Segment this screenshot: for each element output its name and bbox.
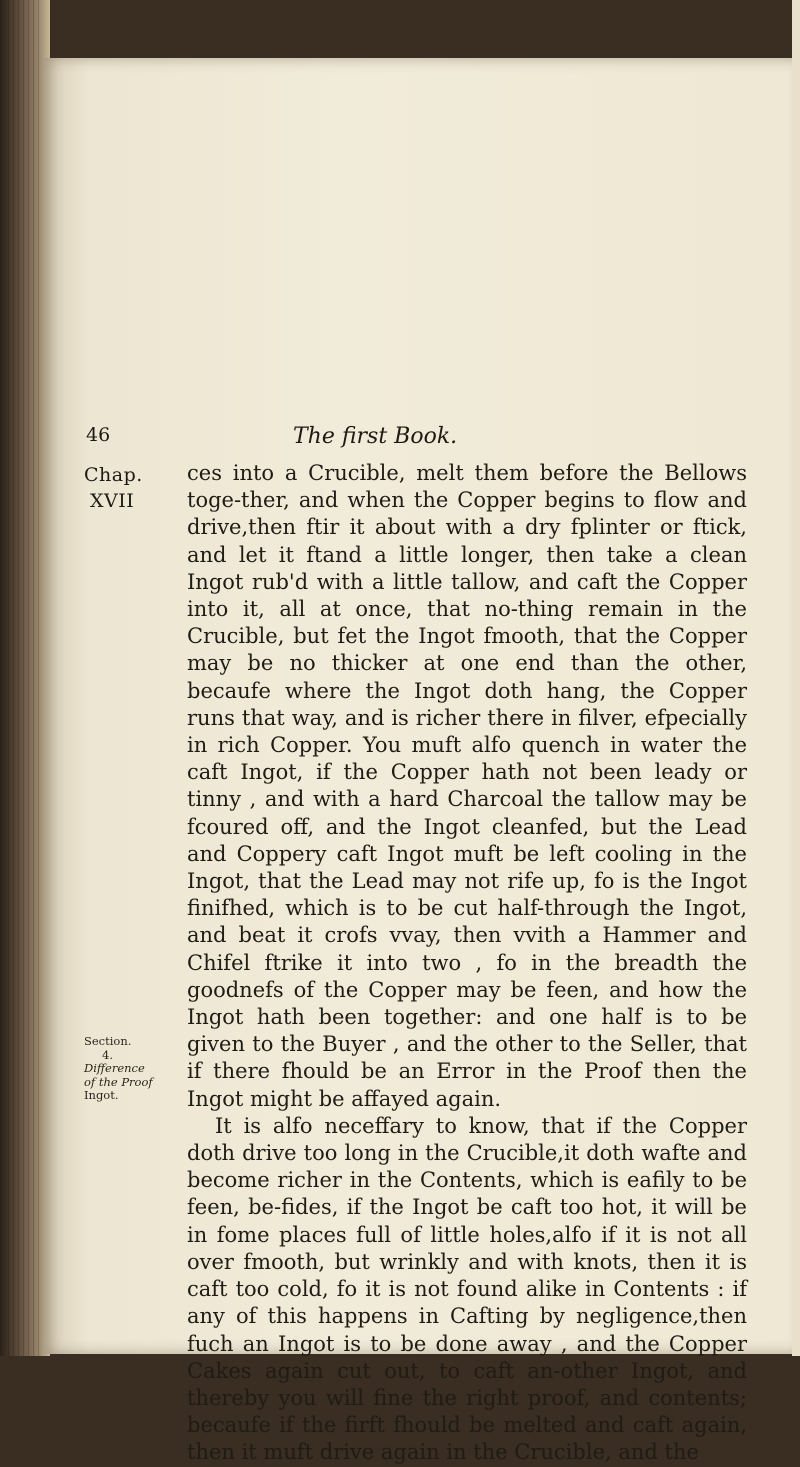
section-number: 4. — [102, 1047, 113, 1062]
chapter-label: Chap. — [84, 464, 143, 486]
chapter-marker — [84, 462, 180, 514]
book-spine — [0, 0, 50, 1356]
running-title: The first Book. — [293, 424, 458, 449]
section-title-line-2: of the Proof — [84, 1074, 153, 1089]
paragraph-1: ces into a Crucible, melt them before the Bellows toge-ther, and when the Copper begins to flow and drive,then ftir it about with a dry fplinter or ftick, and let it ftand a little longer, then take a clean Ingot rub'd with a little tallow, and caft the Copper into it, all at once, that no-thing remain in the Crucible, but fet the Ingot fmooth, that the Copper may be no thicker at one end than the other, becaufe where the Ingot doth hang, the Copper runs that way, and is richer there in filver, efpecially in rich Copper. You muft alfo quench in water the caft Ingot, if the Copper hath not been leady or tinny , and with a hard Charcoal the tallow may be fcoured off, and the Ingot cleanfed, but the Lead and Coppery caft Ingot muft be left cooling in the Ingot, that the Lead may not rife up, fo is the Ingot finifhed, which is to be cut half-through the Ingot, and beat it crofs vvay, then vvith a Hammer and Chifel ftrike it into two , fo in the breadth the goodnefs of the Copper may be feen, and how the Ingot hath been together: and one half is to be given to the Buyer , and the other to the Seller, that if there fhould be an Error in the Proof then the Ingot might be affayed again. — [187, 461, 747, 1111]
spine-texture — [8, 0, 42, 1356]
chapter-number: XVII — [90, 490, 135, 512]
page-header — [86, 424, 746, 454]
page-edge — [792, 0, 800, 1356]
section-title-line-3: Ingot. — [84, 1088, 119, 1102]
body-text — [187, 460, 747, 1467]
page-number: 46 — [86, 424, 111, 446]
section-title-line-1: Difference — [84, 1061, 145, 1075]
section-sidenote — [84, 1035, 180, 1103]
section-label: Section. — [84, 1034, 132, 1048]
paragraph-2: It is alfo neceffary to know, that if the Copper doth drive too long in the Crucible,it doth wafte and become richer in the Contents, which is eafily to be feen, be-fides, if the Ingot be caft too hot, it will be in fome places full of little holes,alfo if it is not all over fmooth, but wrinkly and with knots, then it is caft too cold, fo it is not found alike in Contents : if any of this happens in Cafting by negligence,then fuch an Ingot is to be done away , and the Copper Cakes again cut out, to caft an-other Ingot, and thereby you will fine the right proof, and contents; becaufe if the firft fhould be melted and caft again, then it muft drive again in the Crucible, and the — [187, 1113, 747, 1465]
